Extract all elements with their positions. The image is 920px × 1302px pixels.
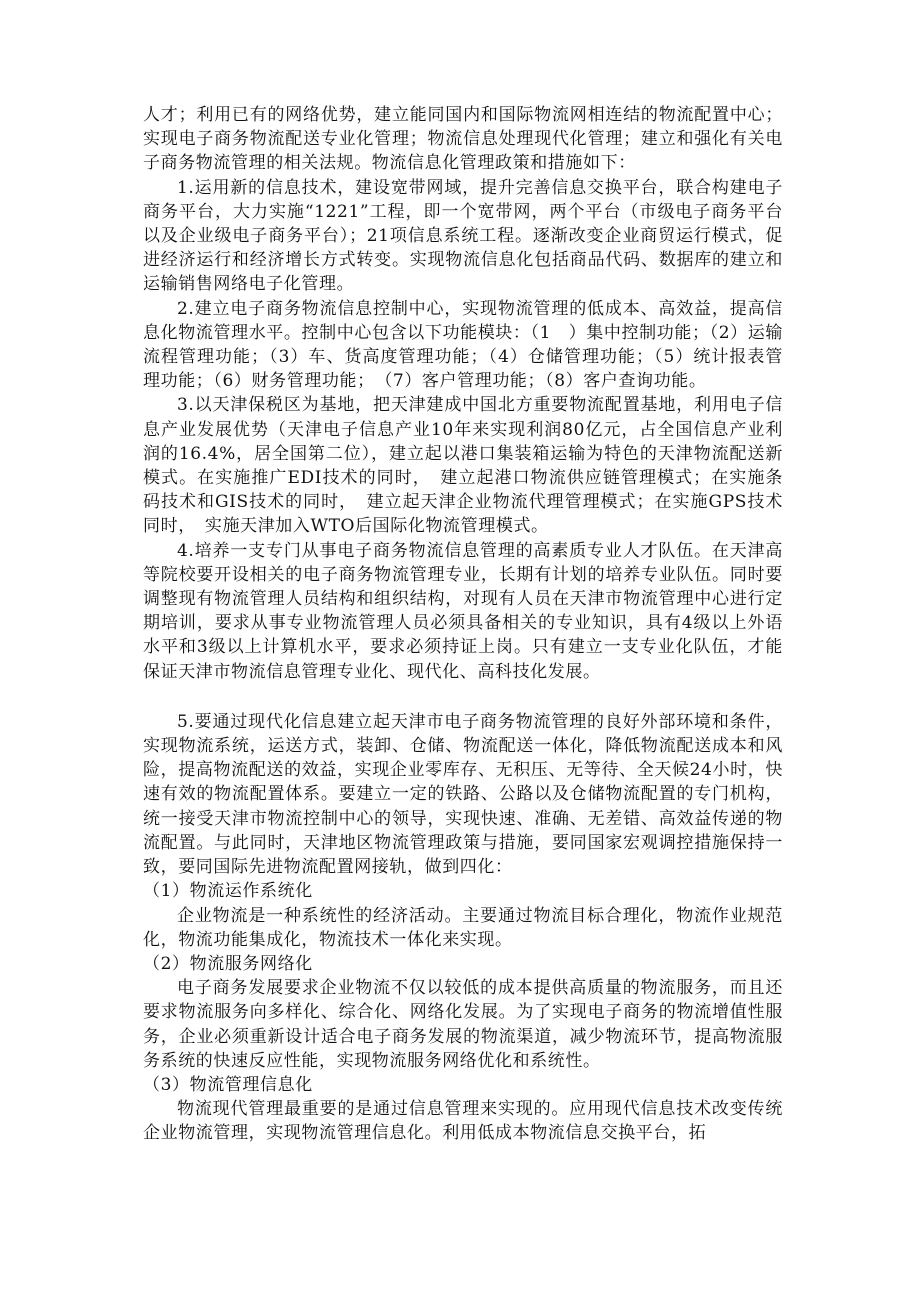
paragraph-item-3: 3.以天津保税区为基地，把天津建成中国北方重要物流配置基地，利用电子信息产业发展优势（天津电子信息产业10年来实现利润80亿元，占全国信息产业利润的16.4%，居全国第二位），建立起以港口集装箱运输为特色的天津物流配送新模式。在实施推广EDI技术的同时， 建立起港口物流供应链管理模式；在实施条码技术和GIS技术的同时， 建立起天津企业物流代理管理模式；在实施GPS技术同时， 实施天津加入WTO后国际化物流管理模式。 bbox=[143, 395, 783, 537]
subheading-service-networking: （2）物流服务网络化 bbox=[143, 953, 313, 974]
subheading-management-informatization: （3）物流管理信息化 bbox=[143, 1074, 313, 1095]
document-body bbox=[143, 103, 783, 1146]
subsection-operation-body: 企业物流是一种系统性的经济活动。主要通过物流目标合理化，物流作业规范化，物流功能集成化，物流技术一体化来实现。 bbox=[143, 905, 783, 950]
paragraph-item-1: 1.运用新的信息技术，建设宽带网域，提升完善信息交换平台，联合构建电子商务平台，大力实施“1221”工程，即一个宽带网，两个平台（市级电子商务平台以及企业级电子商务平台）；21项信息系统工程。逐渐改变企业商贸运行模式，促进经济运行和经济增长方式转变。实现物流信息化包括商品代码、数据库的建立和运输销售网络电子化管理。 bbox=[143, 177, 783, 295]
paragraph-item-4: 4.培养一支专门从事电子商务物流信息管理的高素质专业人才队伍。在天津高等院校要开设相关的电子商务物流管理专业，长期有计划的培养专业队伍。同时要调整现有物流管理人员结构和组织结构，对现有人员在天津市物流管理中心进行定期培训，要求从事专业物流管理人员必须具备相关的专业知识，具有4级以上外语水平和3级以上计算机水平，要求必须持证上岗。只有建立一支专业化队伍，才能保证天津市物流信息管理专业化、现代化、高科技化发展。 bbox=[143, 540, 783, 682]
paragraph-item-5: 5.要通过现代化信息建立起天津市电子商务物流管理的良好外部环境和条件，实现物流系统，运送方式，装卸、仓储、物流配送一体化，降低物流配送成本和风险，提高物流配送的效益，实现企业零库存、无积压、无等待、全天候24小时，快速有效的物流配置体系。要建立一定的铁路、公路以及仓储物流配置的专门机构，统一接受天津市物流控制中心的领导，实现快速、准确、无差错、高效益传递的物流配置。与此同时，天津地区物流管理政策与措施，要同国家宏观调控措施保持一致，要同国际先进物流配置网接轨，做到四化： bbox=[143, 711, 783, 878]
subheading-operation-systematization: （1）物流运作系统化 bbox=[143, 881, 313, 902]
paragraph-intro: 人才；利用已有的网络优势，建立能同国内和国际物流网相连结的物流配置中心；实现电子商务物流配送专业化管理；物流信息处理现代化管理；建立和强化有关电子商务物流管理的相关法规。物流信息化管理政策和措施如下： bbox=[143, 105, 783, 174]
paragraph-item-2: 2.建立电子商务物流信息控制中心，实现物流管理的低成本、高效益，提高信息化物流管理水平。控制中心包含以下功能模块：（1 ）集中控制功能；（2）运输流程管理功能；（3）车、货高度管理功能；（4）仓储管理功能；（5）统计报表管理功能；（6）财务管理功能； （7）客户管理功能；（8）客户查询功能。 bbox=[143, 298, 783, 392]
paragraph-gap bbox=[143, 684, 783, 710]
subsection-service-body: 电子商务发展要求企业物流不仅以较低的成本提供高质量的物流服务，而且还要求物流服务向多样化、综合化、网络化发展。为了实现电子商务的物流增值性服务，企业必须重新设计适合电子商务发展的物流渠道，减少物流环节，提高物流服务系统的快速反应性能，实现物流服务网络优化和系统性。 bbox=[143, 978, 783, 1071]
subsection-management-body: 物流现代管理最重要的是通过信息管理来实现的。应用现代信息技术改变传统企业物流管理，实现物流管理信息化。利用低成本物流信息交换平台，拓 bbox=[143, 1099, 783, 1144]
